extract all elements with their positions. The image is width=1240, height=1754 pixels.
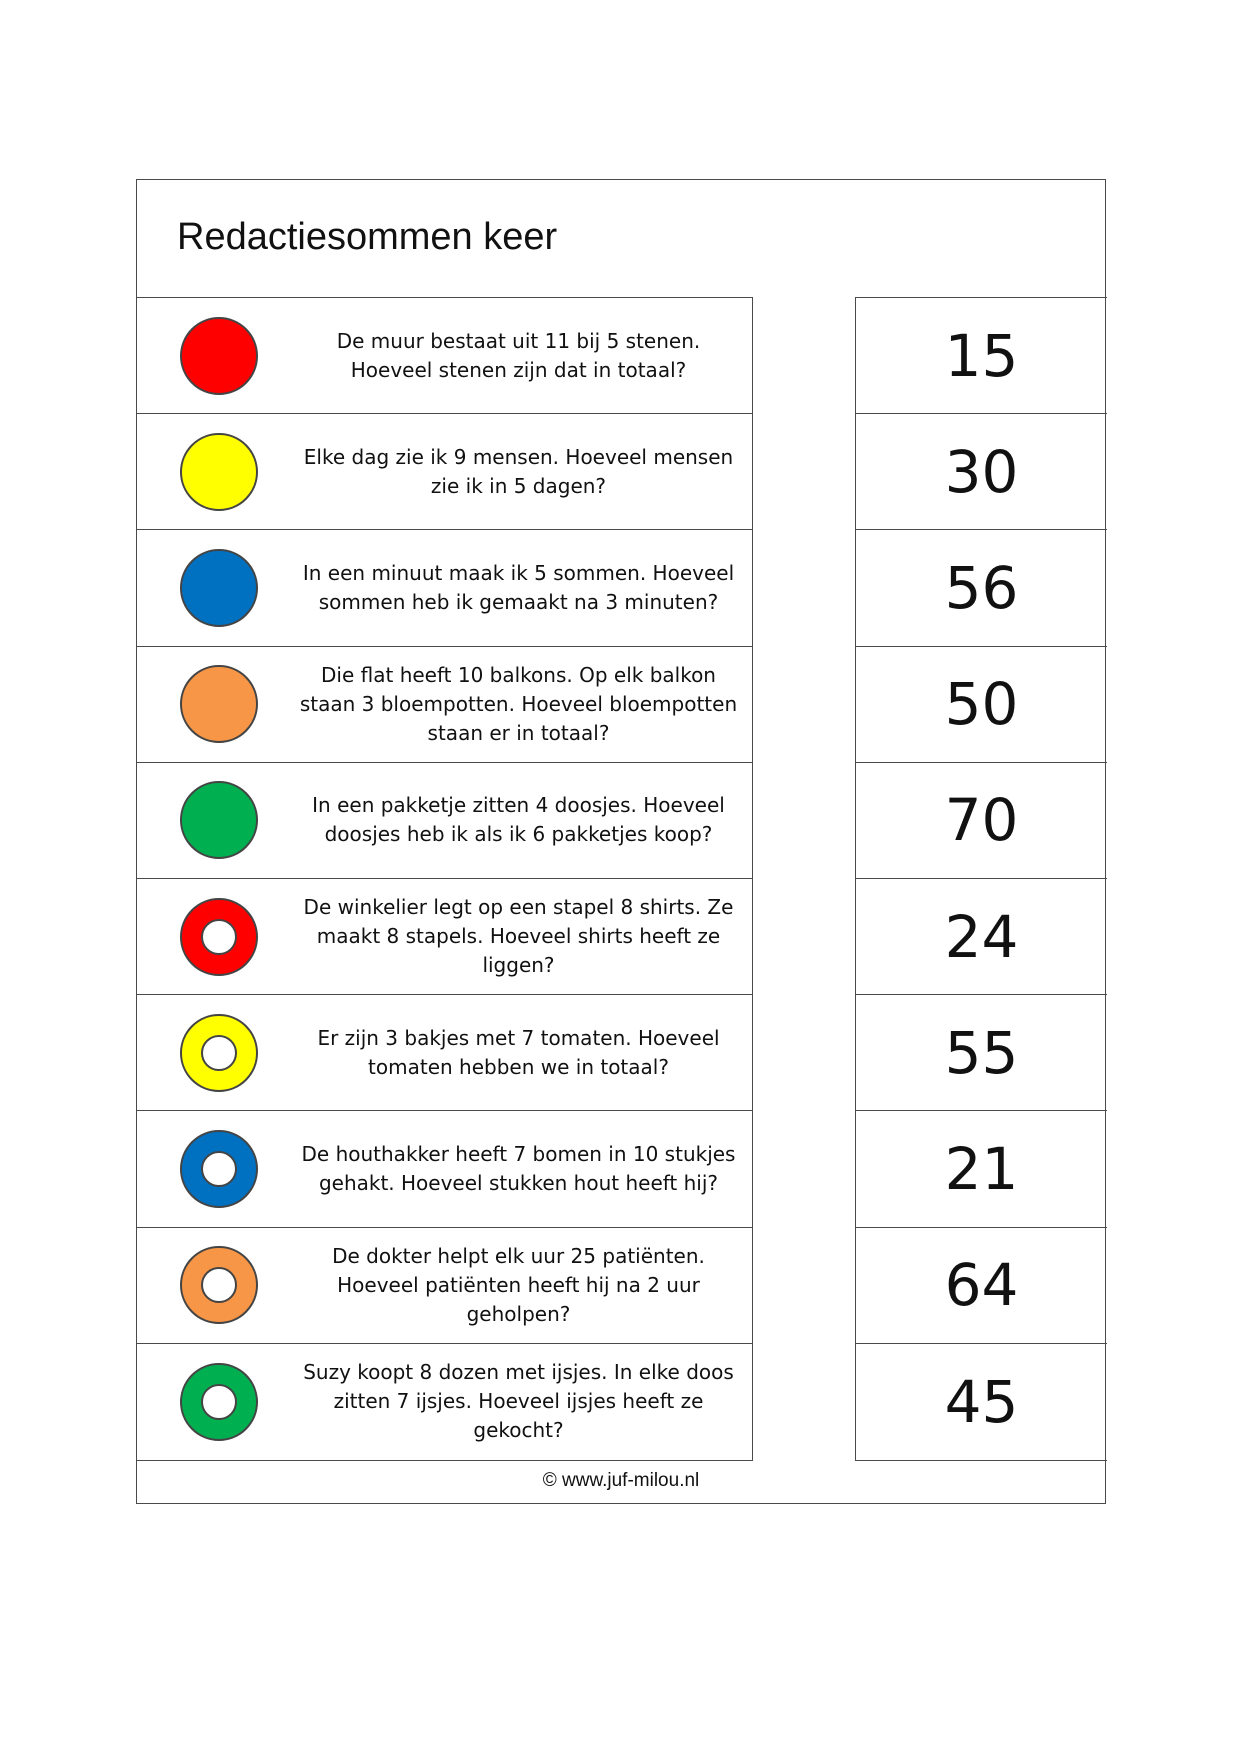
question-row: [136, 995, 752, 1111]
question-row: [136, 298, 752, 414]
ring-circle-icon: [180, 898, 258, 976]
answer-cell: 30: [856, 414, 1107, 530]
question-text: De winkelier legt op een stapel 8 shirts. Ze maakt 8 stapels. Hoeveel shirts heeft ze liggen?: [303, 895, 734, 978]
question-row: [136, 879, 752, 995]
filled-circle-icon: [180, 549, 258, 627]
question-text: Die flat heeft 10 balkons. Op elk balkon staan 3 bloempotten. Hoeveel bloempotten staan er in totaal?: [299, 662, 738, 745]
question-text: Suzy koopt 8 dozen met ijsjes. In elke doos zitten 7 ijsjes. Hoeveel ijsjes heeft ze gekocht?: [303, 1360, 734, 1443]
answer-column: [855, 297, 1107, 1461]
question-text: Er zijn 3 bakjes met 7 tomaten. Hoeveel tomaten hebben we in totaal?: [317, 1025, 720, 1079]
question-text: In een pakketje zitten 4 doosjes. Hoeveel doosjes heb ik als ik 6 pakketjes koop?: [312, 793, 725, 847]
filled-circle-icon: [180, 317, 258, 395]
answer-cell: 64: [856, 1228, 1107, 1344]
answer-cell: 15: [856, 298, 1107, 414]
filled-circle-icon: [180, 781, 258, 859]
question-row: [136, 414, 752, 530]
question-text: De houthakker heeft 7 bomen in 10 stukjes gehakt. Hoeveel stukken hout heeft hij?: [301, 1141, 736, 1195]
question-text: In een minuut maak ik 5 sommen. Hoeveel sommen heb ik gemaakt na 3 minuten?: [302, 560, 735, 614]
ring-circle-icon: [180, 1363, 258, 1441]
question-text: De muur bestaat uit 11 bij 5 stenen. Hoeveel stenen zijn dat in totaal?: [336, 328, 701, 382]
ring-circle-icon: [180, 1246, 258, 1324]
question-text: Elke dag zie ik 9 mensen. Hoeveel mensen zie ik in 5 dagen?: [303, 444, 734, 498]
filled-circle-icon: [180, 665, 258, 743]
answer-cell: 45: [944, 1367, 1019, 1436]
answer-cell: 24: [856, 879, 1107, 995]
worksheet: [136, 179, 1106, 1504]
answer-cell: 50: [856, 647, 1107, 763]
answer-cell: 55: [856, 995, 1107, 1111]
question-row: [136, 647, 752, 763]
question-column: [136, 297, 753, 1461]
question-text: De dokter helpt elk uur 25 patiënten. Hoeveel patiënten heeft hij na 2 uur geholpen?: [332, 1243, 705, 1326]
answer-cell: 56: [856, 530, 1107, 646]
question-row: [136, 1344, 752, 1460]
copyright-footer: © www.juf-milou.nl: [542, 1470, 700, 1491]
question-row: [136, 763, 752, 879]
question-row: [136, 530, 752, 646]
page-title: Redactiesommen keer: [177, 216, 558, 258]
filled-circle-icon: [180, 433, 258, 511]
question-row: [136, 1228, 752, 1344]
question-row: [136, 1111, 752, 1227]
ring-circle-icon: [180, 1014, 258, 1092]
ring-circle-icon: [180, 1130, 258, 1208]
answer-cell: 21: [856, 1111, 1107, 1227]
answer-cell: 70: [856, 763, 1107, 879]
